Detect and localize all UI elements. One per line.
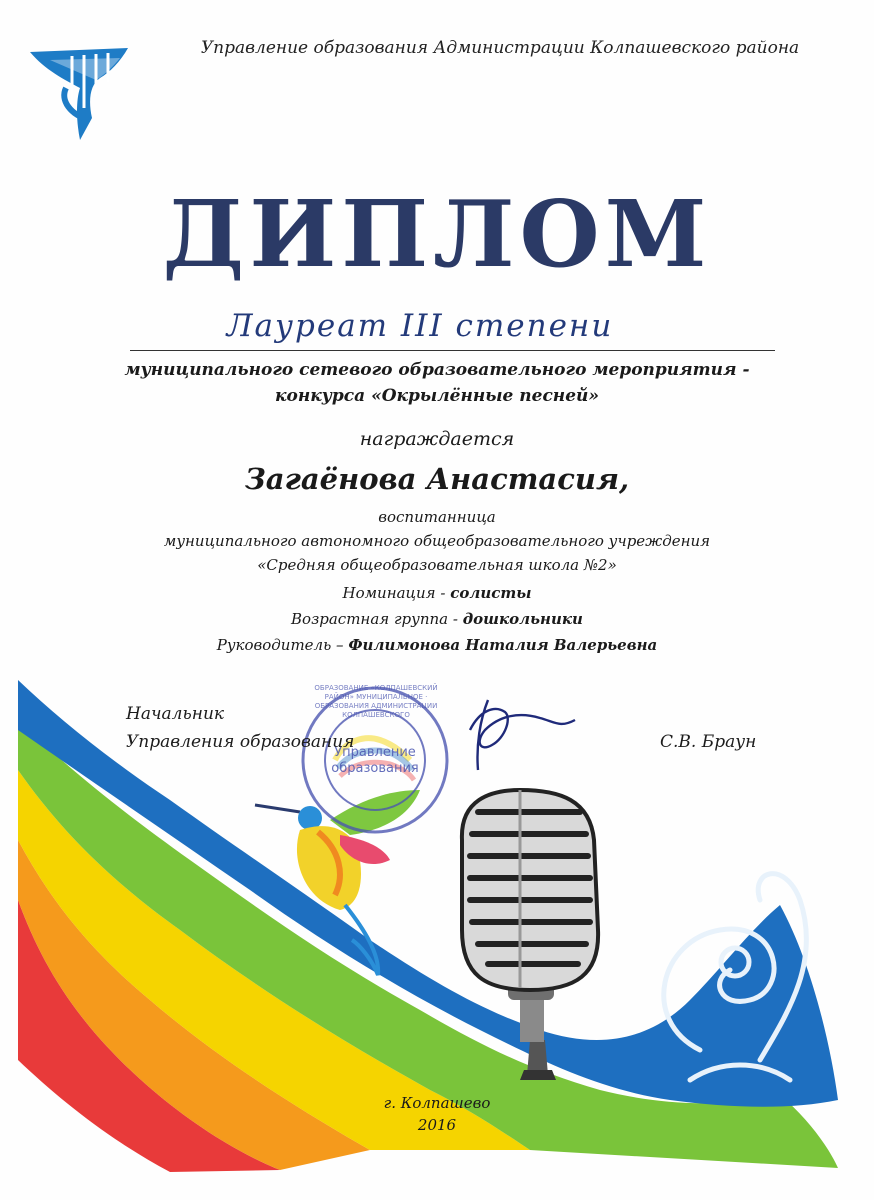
leader-label: Руководитель – — [216, 636, 349, 654]
age-group-value: дошкольники — [462, 610, 583, 628]
event-line-1: муниципального сетевого образовательного мероприятия - — [124, 360, 750, 380]
nomination-value: солисты — [450, 584, 532, 602]
awarded-text: награждается — [359, 428, 515, 450]
stamp-center-line2: образования — [331, 761, 419, 776]
age-group-label: Возрастная группа - — [291, 610, 463, 628]
recipient-role: воспитанница — [378, 508, 496, 526]
organization-header: Управление образования Администрации Колпашевского района — [200, 38, 800, 58]
event-line-2: конкурса «Окрылённые песней» — [274, 386, 599, 406]
signature-scribble — [470, 700, 575, 770]
award-degree-underline — [130, 350, 775, 352]
signatory-position-line-1: Начальник — [126, 704, 225, 724]
stamp-center-line1: Управление — [334, 745, 416, 760]
award-degree-handwritten: Лауреат III степени — [226, 308, 614, 344]
leader-value: Филимонова Наталия Валерьевна — [348, 636, 658, 654]
footer-city: г. Колпашево — [383, 1094, 491, 1112]
signatory-position-line-2: Управления образования — [126, 732, 355, 752]
recipient-name: Загаёнова Анастасия, — [244, 462, 630, 496]
signatory-name: С.В. Браун — [660, 732, 757, 752]
stamp-ring-text: ОБРАЗОВАНИЕ «КОЛПАШЕВСКИЙ РАЙОН» МУНИЦИПАЛЬНОЕ · ОБРАЗОВАНИЯ АДМИНИСТРАЦИИ КОЛПАШЕВСКОГО — [314, 684, 438, 719]
age-group-row — [0, 610, 874, 628]
diploma-title: ДИПЛОМ — [162, 180, 712, 288]
harp-emblem-icon — [30, 48, 128, 140]
leader-row — [0, 636, 874, 654]
institution-line-2: «Средняя общеобразовательная школа №2» — [257, 556, 617, 574]
retro-microphone-icon — [462, 790, 598, 1080]
nomination-label: Номинация - — [342, 584, 451, 602]
footer-year: 2016 — [417, 1116, 457, 1134]
institution-line-1: муниципального автономного общеобразовательного учреждения — [163, 532, 711, 550]
nomination-row — [0, 584, 874, 602]
